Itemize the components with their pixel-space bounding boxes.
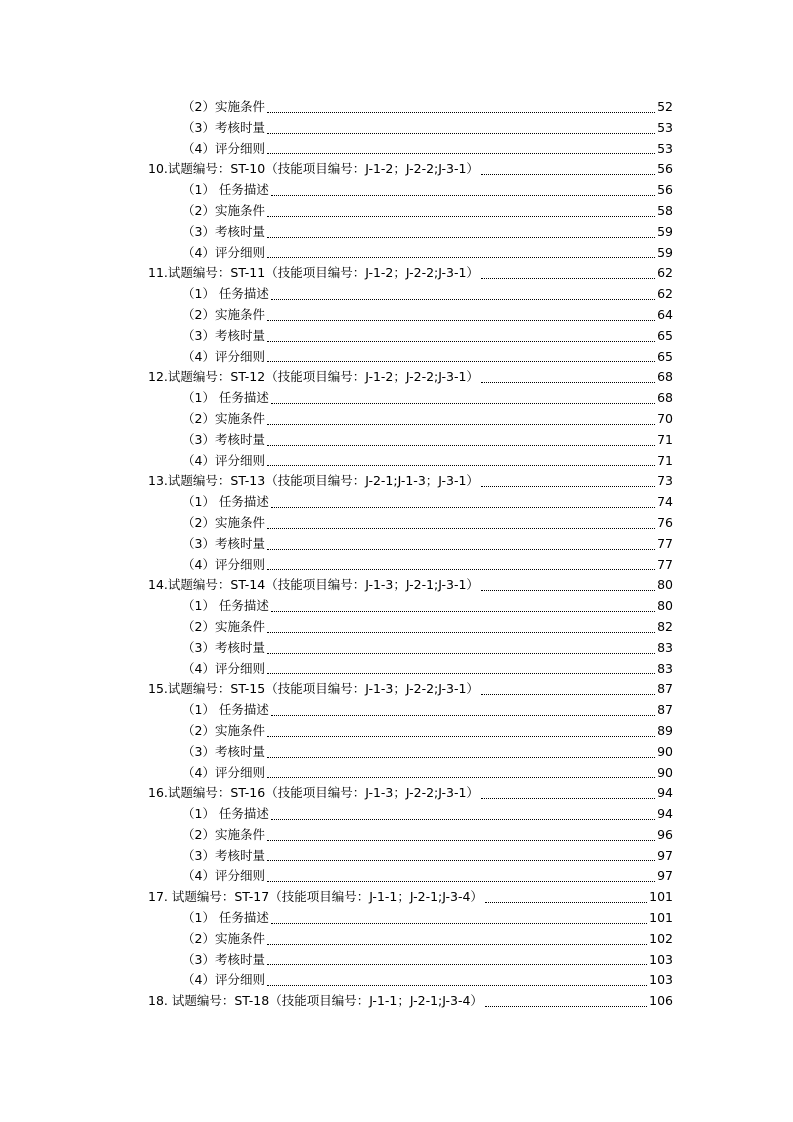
- toc-subentry[interactable]: [148, 825, 673, 846]
- toc-entry-label: （4）评分细则: [182, 764, 265, 780]
- dot-leader: [267, 445, 655, 446]
- toc-entry-label: 15.试题编号：ST-15（技能项目编号：J-1-3；J-2-2;J-3-1）: [148, 681, 479, 697]
- table-of-contents: [148, 97, 673, 1012]
- toc-page-number: 52: [657, 99, 673, 114]
- toc-entry-label: （4）评分细则: [182, 140, 265, 156]
- toc-entry-label: 17. 试题编号：ST-17（技能项目编号：J-1-1；J-2-1;J-3-4）: [148, 889, 483, 905]
- dot-leader: [271, 403, 655, 404]
- toc-subentry[interactable]: [148, 409, 673, 430]
- toc-page-number: 76: [657, 514, 673, 530]
- dot-leader: [267, 840, 655, 841]
- toc-subentry[interactable]: [148, 451, 673, 472]
- dot-leader: [267, 860, 655, 861]
- toc-page-number: 68: [657, 369, 673, 385]
- toc-entry-label: （3）考核时量: [182, 639, 265, 655]
- toc-page-number: 94: [657, 785, 673, 801]
- toc-subentry[interactable]: [148, 513, 673, 534]
- toc-entry-label: （3）考核时量: [182, 951, 265, 967]
- toc-page-number: 77: [657, 556, 673, 572]
- toc-subentry[interactable]: [148, 804, 673, 825]
- toc-subentry[interactable]: [148, 492, 673, 513]
- toc-page-number: 62: [657, 286, 673, 302]
- toc-entry[interactable]: [148, 887, 673, 908]
- toc-page-number: 101: [649, 889, 673, 905]
- toc-entry-label: （1） 任务描述: [182, 182, 269, 198]
- dot-leader: [271, 923, 647, 924]
- toc-page-number: 58: [657, 202, 673, 218]
- toc-entry-label: （3）考核时量: [182, 431, 265, 447]
- toc-page-number: 103: [649, 972, 673, 988]
- toc-page-number: 71: [657, 452, 673, 468]
- toc-subentry[interactable]: [148, 534, 673, 555]
- toc-page-number: 83: [657, 660, 673, 676]
- toc-page-number: 89: [657, 722, 673, 738]
- toc-page-number: 62: [657, 265, 673, 281]
- toc-subentry[interactable]: [148, 430, 673, 451]
- dot-leader: [271, 715, 655, 716]
- toc-entry-label: （1） 任务描述: [182, 910, 269, 926]
- toc-page-number: 103: [649, 951, 673, 967]
- dot-leader: [267, 320, 655, 321]
- toc-page-number: 97: [657, 847, 673, 863]
- dot-leader: [267, 216, 655, 217]
- toc-subentry[interactable]: [148, 222, 673, 243]
- toc-entry-label: （2）实施条件: [182, 306, 265, 322]
- toc-subentry[interactable]: [148, 929, 673, 950]
- toc-entry-label: 10.试题编号：ST-10（技能项目编号：J-1-2；J-2-2;J-3-1）: [148, 161, 479, 177]
- toc-entry-label: （1） 任务描述: [182, 702, 269, 718]
- toc-entry-label: （4）评分细则: [182, 660, 265, 676]
- toc-entry[interactable]: [148, 159, 673, 180]
- toc-subentry[interactable]: [148, 243, 673, 264]
- toc-entry-label: （2）实施条件: [182, 410, 265, 426]
- dot-leader: [267, 112, 655, 113]
- toc-subentry[interactable]: [148, 180, 673, 201]
- toc-entry[interactable]: [148, 991, 673, 1012]
- toc-subentry[interactable]: [148, 721, 673, 742]
- toc-subentry[interactable]: [148, 617, 673, 638]
- toc-page-number: 87: [657, 681, 673, 697]
- dot-leader: [267, 153, 655, 154]
- toc-subentry[interactable]: [148, 659, 673, 680]
- toc-subentry[interactable]: [148, 908, 673, 929]
- toc-entry-label: （3）考核时量: [182, 223, 265, 239]
- dot-leader: [267, 569, 655, 570]
- dot-leader: [267, 528, 655, 529]
- toc-page-number: 83: [657, 639, 673, 655]
- toc-page-number: 80: [657, 598, 673, 614]
- toc-subentry[interactable]: [148, 866, 673, 887]
- toc-entry-label: （4）评分细则: [182, 348, 265, 364]
- dot-leader: [267, 257, 655, 258]
- toc-entry-label: （1） 任务描述: [182, 390, 269, 406]
- toc-entry-label: 13.试题编号：ST-13（技能项目编号：J-2-1;J-1-3；J-3-1）: [148, 473, 479, 489]
- toc-page-number: 94: [657, 806, 673, 822]
- dot-leader: [267, 736, 655, 737]
- toc-subentry[interactable]: [148, 700, 673, 721]
- toc-entry[interactable]: [148, 783, 673, 804]
- toc-entry-label: （2）实施条件: [182, 722, 265, 738]
- toc-entry-label: （3）考核时量: [182, 847, 265, 863]
- dot-leader: [485, 1006, 647, 1007]
- dot-leader: [271, 507, 655, 508]
- dot-leader: [271, 611, 655, 612]
- dot-leader: [267, 653, 655, 654]
- toc-page-number: 77: [657, 535, 673, 551]
- toc-entry-label: （3）考核时量: [182, 535, 265, 551]
- toc-entry-label: 12.试题编号：ST-12（技能项目编号：J-1-2；J-2-2;J-3-1）: [148, 369, 479, 385]
- toc-page-number: 97: [657, 868, 673, 884]
- toc-entry-label: （2）实施条件: [182, 930, 265, 946]
- toc-page-number: 74: [657, 494, 673, 510]
- toc-entry-label: （2）实施条件: [182, 514, 265, 530]
- toc-page-number: 90: [657, 764, 673, 780]
- toc-page-number: 87: [657, 702, 673, 718]
- toc-page-number: 90: [657, 743, 673, 759]
- toc-subentry[interactable]: [148, 742, 673, 763]
- dot-leader: [267, 237, 655, 238]
- toc-page-number: 106: [649, 993, 673, 1009]
- toc-page-number: 73: [657, 473, 673, 489]
- dot-leader: [481, 694, 655, 695]
- toc-entry-label: （2）实施条件: [182, 202, 265, 218]
- dot-leader: [481, 382, 655, 383]
- dot-leader: [267, 465, 655, 466]
- toc-subentry[interactable]: [148, 305, 673, 326]
- dot-leader: [481, 798, 655, 799]
- toc-subentry[interactable]: [148, 970, 673, 991]
- toc-page-number: 68: [657, 390, 673, 406]
- dot-leader: [267, 964, 647, 965]
- dot-leader: [267, 361, 655, 362]
- dot-leader: [267, 549, 655, 550]
- dot-leader: [267, 881, 655, 882]
- toc-subentry[interactable]: [148, 139, 673, 160]
- toc-subentry[interactable]: [148, 347, 673, 368]
- dot-leader: [485, 902, 647, 903]
- toc-entry-label: （3）考核时量: [182, 743, 265, 759]
- toc-entry-label: 14.试题编号：ST-14（技能项目编号：J-1-3；J-2-1;J-3-1）: [148, 577, 479, 593]
- toc-entry[interactable]: [148, 679, 673, 700]
- toc-subentry[interactable]: [148, 118, 673, 139]
- dot-leader: [267, 985, 647, 986]
- dot-leader: [271, 195, 655, 196]
- dot-leader: [481, 278, 655, 279]
- dot-leader: [267, 777, 655, 778]
- toc-entry-label: （4）评分细则: [182, 868, 265, 884]
- toc-page-number: 59: [657, 223, 673, 239]
- dot-leader: [481, 174, 655, 175]
- toc-entry-label: （1） 任务描述: [182, 806, 269, 822]
- toc-page-number: 53: [657, 140, 673, 156]
- toc-page-number: 71: [657, 431, 673, 447]
- toc-subentry[interactable]: [148, 284, 673, 305]
- dot-leader: [267, 757, 655, 758]
- toc-subentry[interactable]: [148, 555, 673, 576]
- dot-leader: [267, 673, 655, 674]
- toc-page-number: 70: [657, 410, 673, 426]
- toc-entry-label: （2）实施条件: [182, 618, 265, 634]
- toc-entry-label: （3）考核时量: [182, 119, 265, 135]
- toc-entry[interactable]: [148, 575, 673, 596]
- toc-entry-label: （3）考核时量: [182, 327, 265, 343]
- toc-entry-label: （1） 任务描述: [182, 598, 269, 614]
- toc-subentry[interactable]: [148, 846, 673, 867]
- toc-entry[interactable]: [148, 367, 673, 388]
- toc-entry[interactable]: [148, 471, 673, 492]
- toc-entry-label: （4）评分细则: [182, 556, 265, 572]
- toc-page-number: 82: [657, 618, 673, 634]
- toc-page-number: 96: [657, 826, 673, 842]
- toc-entry-label: （4）评分细则: [182, 972, 265, 988]
- toc-entry-label: （2）实施条件: [182, 826, 265, 842]
- toc-page-number: 101: [649, 910, 673, 926]
- dot-leader: [267, 944, 647, 945]
- toc-entry-label: （4）评分细则: [182, 244, 265, 260]
- toc-page-number: 53: [657, 119, 673, 135]
- toc-page-number: 56: [657, 182, 673, 198]
- toc-entry-label: 11.试题编号：ST-11（技能项目编号：J-1-2；J-2-2;J-3-1）: [148, 265, 479, 281]
- dot-leader: [271, 819, 655, 820]
- toc-entry-label: （1） 任务描述: [182, 286, 269, 302]
- toc-page-number: 65: [657, 327, 673, 343]
- dot-leader: [481, 486, 655, 487]
- toc-page-number: 80: [657, 577, 673, 593]
- toc-page-number: 56: [657, 161, 673, 177]
- toc-subentry[interactable]: [148, 596, 673, 617]
- toc-page-number: 59: [657, 244, 673, 260]
- toc-entry[interactable]: [148, 263, 673, 284]
- dot-leader: [481, 590, 655, 591]
- dot-leader: [271, 299, 655, 300]
- toc-entry-label: 18. 试题编号：ST-18（技能项目编号：J-1-1；J-2-1;J-3-4）: [148, 993, 483, 1009]
- toc-page-number: 102: [649, 930, 673, 946]
- toc-subentry[interactable]: [148, 97, 673, 118]
- toc-entry-label: （4）评分细则: [182, 452, 265, 468]
- toc-subentry[interactable]: [148, 388, 673, 409]
- toc-entry-label: （2）实施条件: [182, 99, 265, 114]
- toc-page-number: 65: [657, 348, 673, 364]
- toc-subentry[interactable]: [148, 763, 673, 784]
- toc-entry-label: （1） 任务描述: [182, 494, 269, 510]
- dot-leader: [267, 133, 655, 134]
- toc-subentry[interactable]: [148, 638, 673, 659]
- dot-leader: [267, 424, 655, 425]
- toc-entry-label: 16.试题编号：ST-16（技能项目编号：J-1-3；J-2-2;J-3-1）: [148, 785, 479, 801]
- toc-page-number: 64: [657, 306, 673, 322]
- dot-leader: [267, 341, 655, 342]
- dot-leader: [267, 632, 655, 633]
- toc-subentry[interactable]: [148, 950, 673, 971]
- toc-subentry[interactable]: [148, 326, 673, 347]
- toc-subentry[interactable]: [148, 201, 673, 222]
